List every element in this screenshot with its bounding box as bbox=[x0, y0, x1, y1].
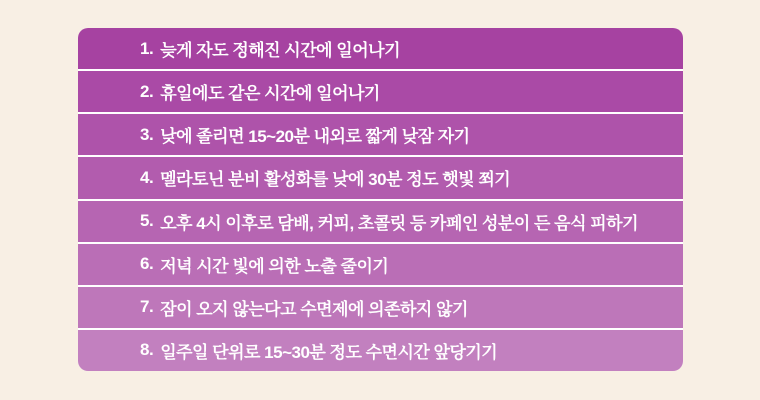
item-text: 휴일에도 같은 시간에 일어나기 bbox=[160, 84, 380, 104]
item-text: 일주일 단위로 15~30분 정도 수면시간 앞당기기 bbox=[160, 342, 498, 362]
list-item bbox=[78, 330, 683, 371]
item-text: 오후 4시 이후로 담배, 커피, 초콜릿 등 카페인 성분이 든 음식 피하기 bbox=[160, 213, 639, 233]
list-item bbox=[78, 28, 683, 69]
item-number: 2. bbox=[140, 81, 154, 101]
item-number: 1. bbox=[140, 38, 154, 58]
list-item bbox=[78, 244, 683, 285]
list-item bbox=[78, 287, 683, 328]
list-item bbox=[78, 157, 683, 198]
item-text: 잠이 오지 않는다고 수면제에 의존하지 않기 bbox=[160, 299, 468, 319]
item-number: 7. bbox=[140, 297, 154, 317]
list-item bbox=[78, 201, 683, 242]
item-number: 3. bbox=[140, 124, 154, 144]
list-item bbox=[78, 114, 683, 155]
item-text: 늦게 자도 정해진 시간에 일어나기 bbox=[160, 41, 400, 61]
item-number: 6. bbox=[140, 254, 154, 274]
item-text: 낮에 졸리면 15~20분 내외로 짧게 낮잠 자기 bbox=[160, 127, 470, 147]
item-number: 5. bbox=[140, 211, 154, 231]
item-number: 4. bbox=[140, 167, 154, 187]
sleep-tips-card bbox=[78, 28, 683, 371]
item-text: 멜라토닌 분비 활성화를 낮에 30분 정도 햇빛 쬐기 bbox=[160, 170, 511, 190]
item-text: 저녁 시간 빛에 의한 노출 줄이기 bbox=[160, 256, 389, 276]
list-item bbox=[78, 71, 683, 112]
item-number: 8. bbox=[140, 340, 154, 360]
